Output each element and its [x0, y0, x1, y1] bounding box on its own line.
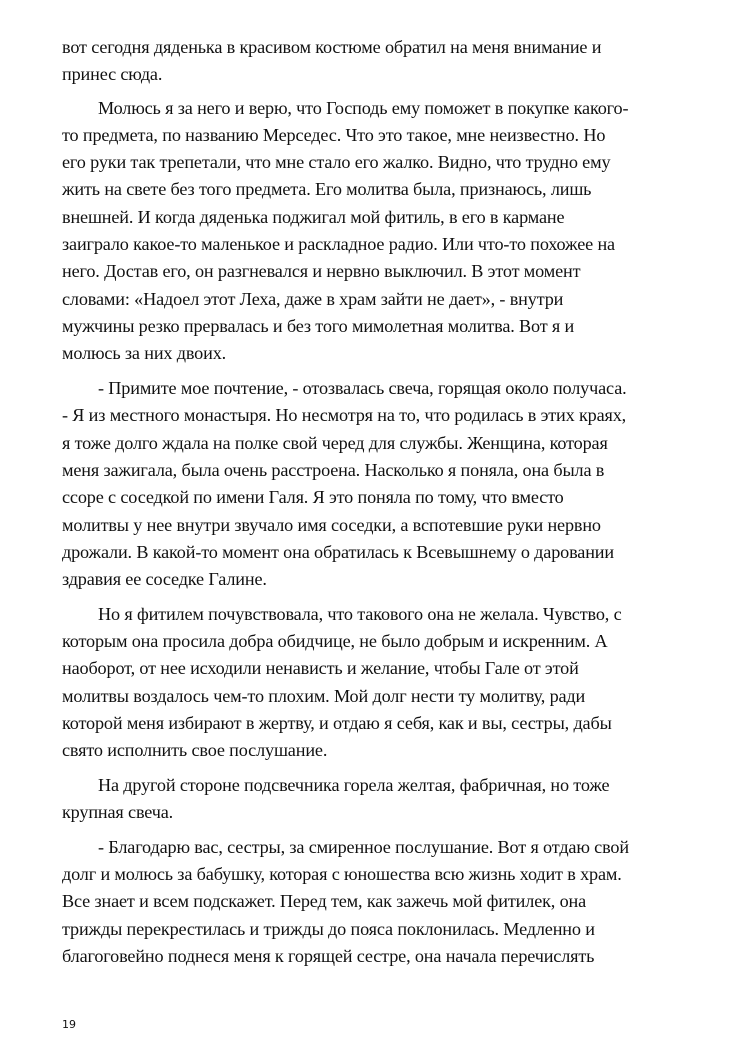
text-line: то предмета, по названию Мерседес. Что это такое, мне неизвестно. Но [62, 125, 606, 145]
text-line: него. Достав его, он разгневался и нервно выключил. В этот момент [62, 261, 581, 281]
text-line: долг и молюсь за бабушку, которая с юношества всю жизнь ходит в храм. [62, 864, 622, 884]
text-line: вот сегодня дяденька в красивом костюме обратил на меня внимание и [62, 37, 602, 57]
text-line: молюсь за них двоих. [62, 343, 227, 363]
text-line: которой меня избирают в жертву, и отдаю я себя, как и вы, сестры, дабы [62, 713, 612, 733]
text-line: я тоже долго ждала на полке свой черед для службы. Женщина, которая [62, 433, 608, 453]
text-line: - Благодарю вас, сестры, за смиренное послушание. Вот я отдаю свой [98, 837, 629, 857]
text-line: которым она просила добра обидчице, не было добрым и искренним. А [62, 631, 608, 651]
text-line: Но я фитилем почувствовала, что такового она не желала. Чувство, с [98, 604, 622, 624]
page-number: 19 [62, 1018, 76, 1031]
text-line: здравия ее соседке Галине. [62, 569, 267, 589]
text-line: молитвы у нее внутри звучало имя соседки, а вспотевшие руки нервно [62, 515, 601, 535]
text-line: крупная свеча. [62, 802, 174, 822]
text-line: принес сюда. [62, 64, 163, 84]
text-line: мужчины резко прервалась и без того мимолетная молитва. Вот я и [62, 316, 575, 336]
text-line: благоговейно поднеся меня к горящей сестре, она начала перечислять [62, 946, 595, 966]
text-line: Все знает и всем подскажет. Перед тем, как зажечь мой фитилек, она [62, 891, 587, 911]
text-line: свято исполнить свое послушание. [62, 740, 328, 760]
text-line: его руки так трепетали, что мне стало его жалко. Видно, что трудно ему [62, 152, 611, 172]
text-line: молитвы воздалось чем-то плохим. Мой долг нести ту молитву, ради [62, 686, 586, 706]
text-line: ссоре с соседкой по имени Галя. Я это поняла по тому, что вместо [62, 487, 564, 507]
text-line: словами: «Надоел этот Леха, даже в храм зайти не дает», - внутри [62, 289, 564, 309]
text-line: внешней. И когда дяденька поджигал мой фитиль, в его в кармане [62, 207, 565, 227]
text-line: меня зажигала, была очень расстроена. Насколько я поняла, она была в [62, 460, 605, 480]
text-line: наоборот, от нее исходили ненависть и желание, чтобы Гале от этой [62, 658, 579, 678]
text-line: заиграло какое-то маленькое и раскладное радио. Или что-то похожее на [62, 234, 615, 254]
text-line: жить на свете без того предмета. Его молитва была, признаюсь, лишь [62, 179, 592, 199]
text-line: трижды перекрестилась и трижды до пояса поклонилась. Медленно и [62, 919, 595, 939]
text-line: дрожали. В какой-то момент она обратилась к Всевышнему о даровании [62, 542, 614, 562]
text-line: Молюсь я за него и верю, что Господь ему поможет в покупке какого- [98, 98, 629, 118]
text-line: - Я из местного монастыря. Но несмотря на то, что родилась в этих краях, [62, 405, 627, 425]
text-line: На другой стороне подсвечника горела желтая, фабричная, но тоже [98, 775, 610, 795]
text-line: - Примите мое почтение, - отозвалась свеча, горящая около получаса. [98, 378, 627, 398]
